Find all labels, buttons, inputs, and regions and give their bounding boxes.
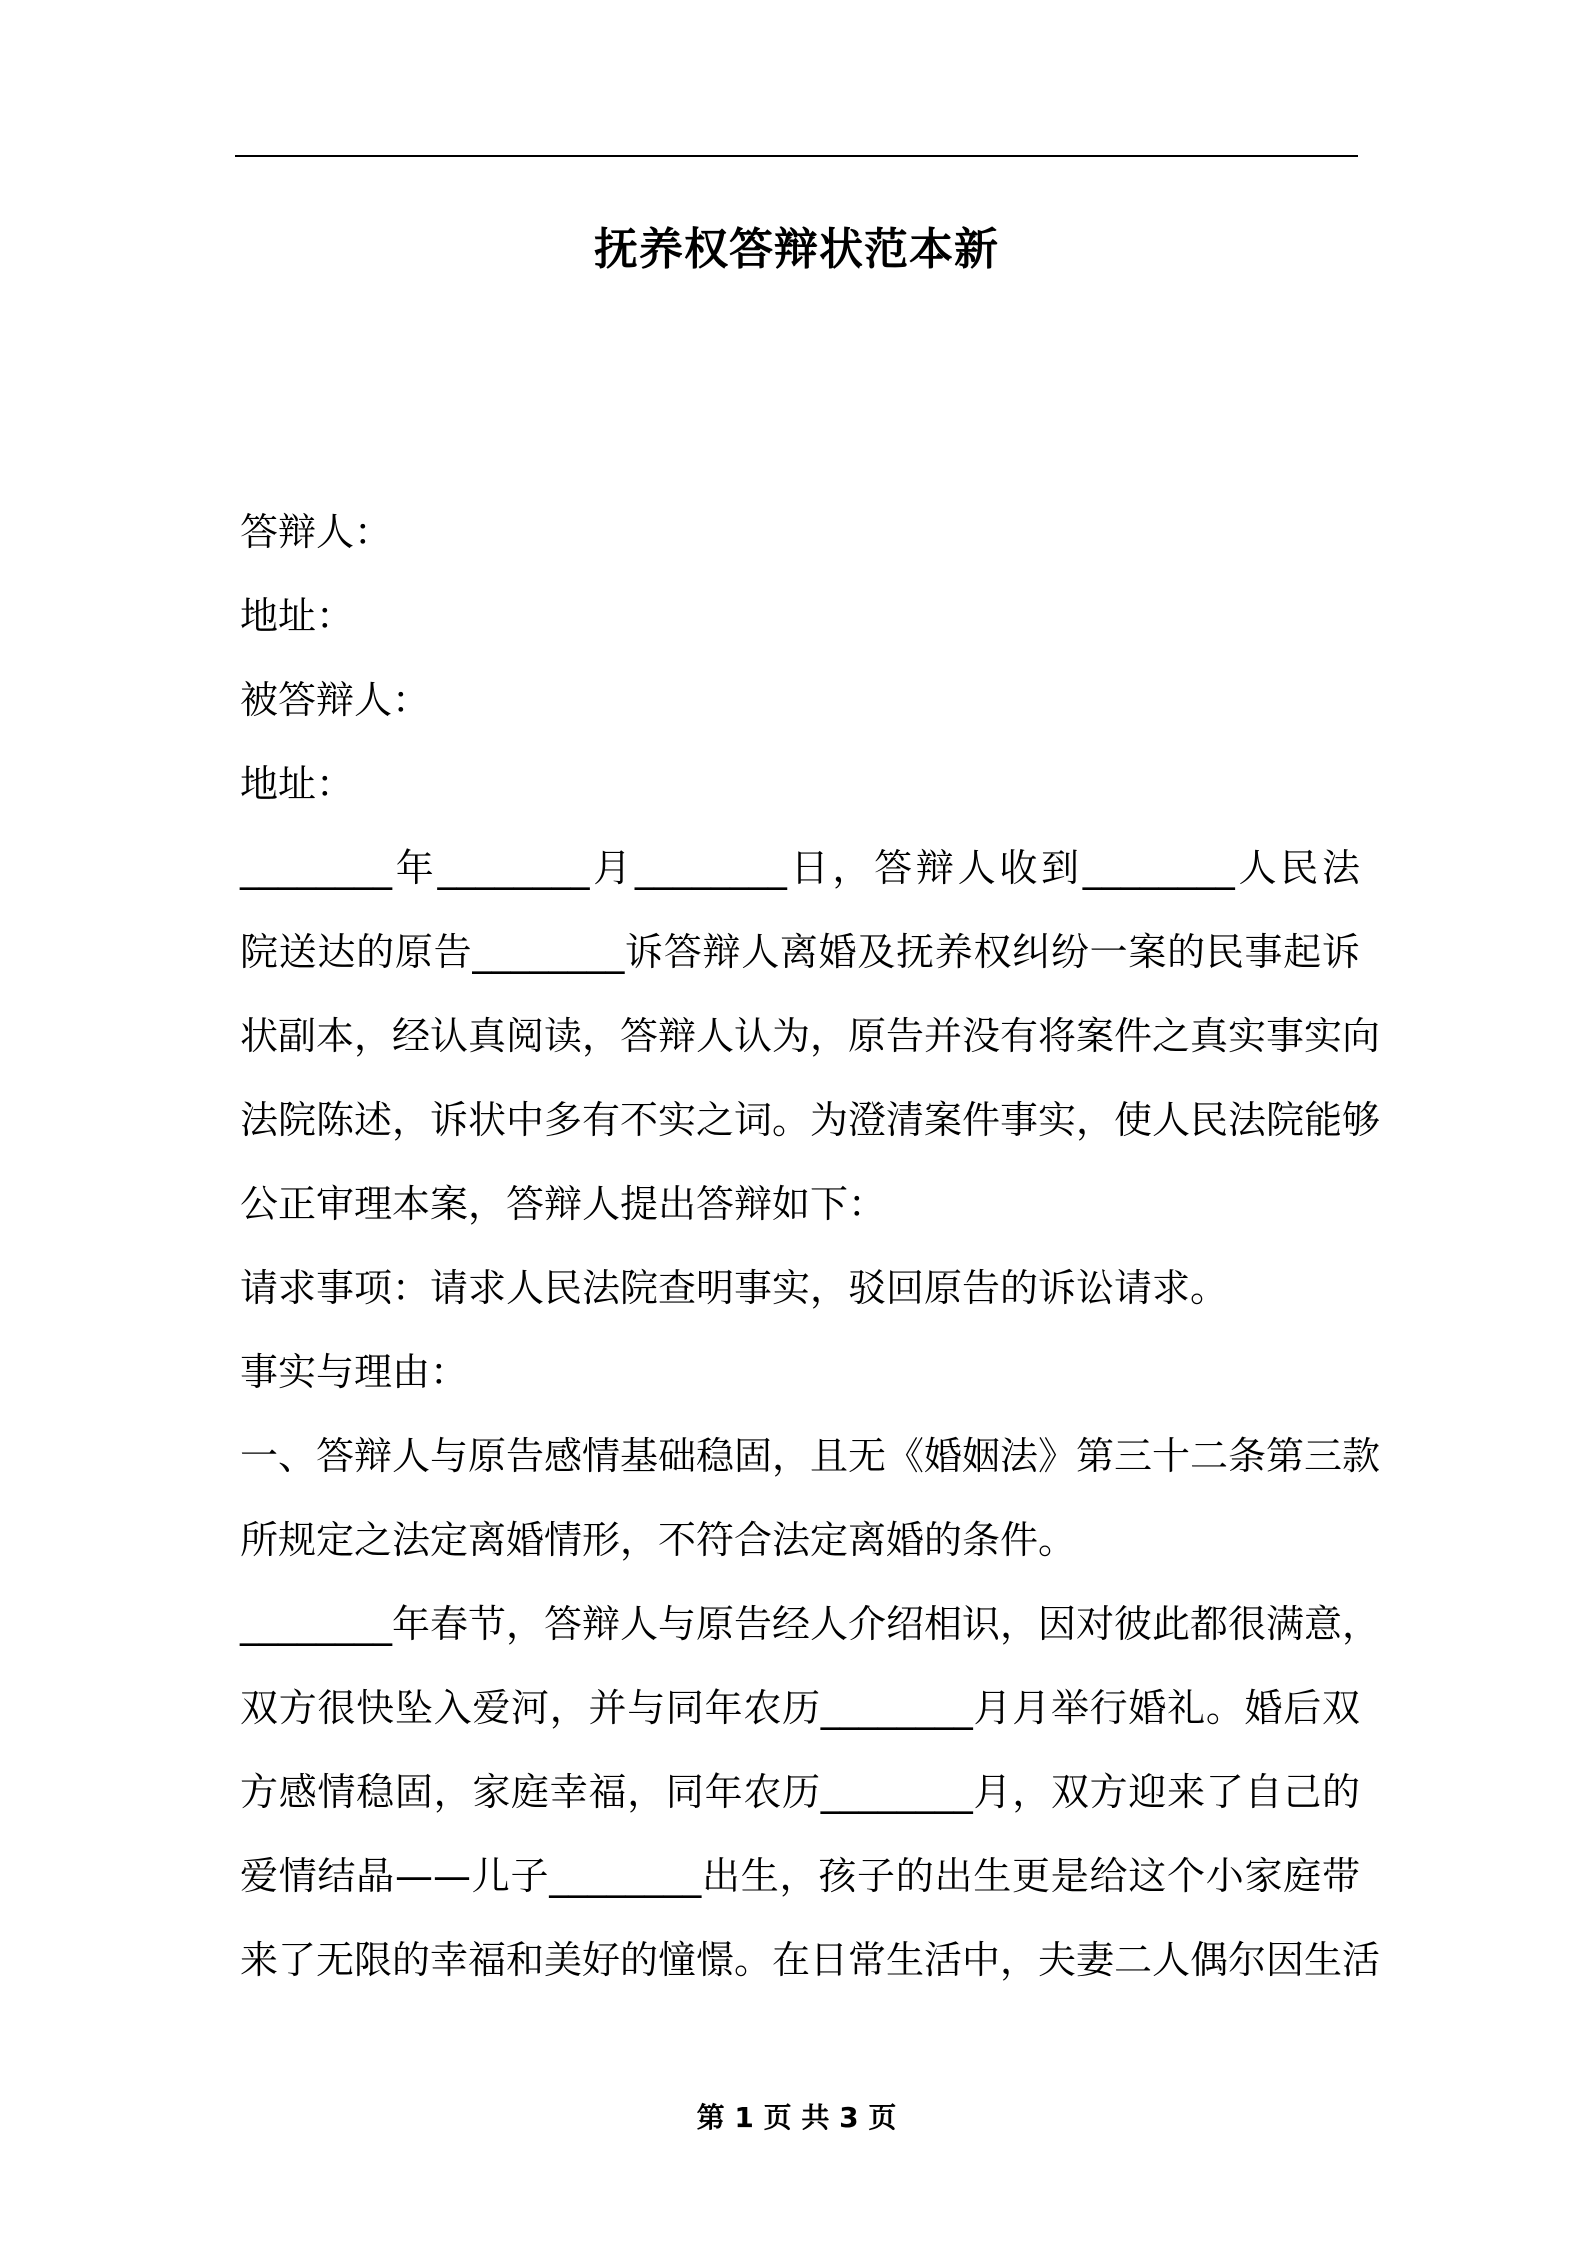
header-rule [235,155,1358,157]
document-body [240,490,1381,2002]
body-line: ________年________月________日，答辩人收到________人民法 [240,846,1360,890]
body-line: 来了无限的幸福和美好的憧憬。在日常生活中，夫妻二人偶尔因生活 [240,1938,1381,1982]
body-line-claimant-address: 地址： [240,762,355,806]
body-line: 所规定之法定离婚情形，不符合法定离婚的条件。 [240,1518,1077,1562]
body-line: 状副本，经认真阅读，答辩人认为，原告并没有将案件之真实事实向 [240,1014,1381,1058]
body-line: 方感情稳固，家庭幸福，同年农历________月，双方迎来了自己的 [240,1770,1360,1814]
body-line-facts-heading: 事实与理由： [240,1350,469,1394]
body-line: 院送达的原告________诉答辩人离婚及抚养权纠纷一案的民事起诉 [240,930,1360,974]
page-number-footer: 第 1 页 共 3 页 [696,2101,897,2134]
body-line-claimant: 被答辩人： [240,678,431,722]
body-line: 公正审理本案，答辩人提出答辩如下： [240,1182,887,1226]
body-line-request: 请求事项：请求人民法院查明事实，驳回原告的诉讼请求。 [240,1266,1229,1310]
body-line-respondent: 答辩人： [240,510,393,554]
body-line: ________年春节，答辩人与原告经人介绍相识，因对彼此都很满意， [240,1602,1381,1646]
body-line: 法院陈述，诉状中多有不实之词。为澄清案件事实，使人民法院能够 [240,1098,1381,1142]
body-line-respondent-address: 地址： [240,594,355,638]
body-line: 一、答辩人与原告感情基础稳固，且无《婚姻法》第三十二条第三款 [240,1434,1381,1478]
body-line: 双方很快坠入爱河，并与同年农历________月月举行婚礼。婚后双 [240,1686,1360,1730]
body-line: 爱情结晶——儿子________出生，孩子的出生更是给这个小家庭带 [240,1854,1360,1898]
document-title: 抚养权答辩状范本新 [594,224,999,275]
